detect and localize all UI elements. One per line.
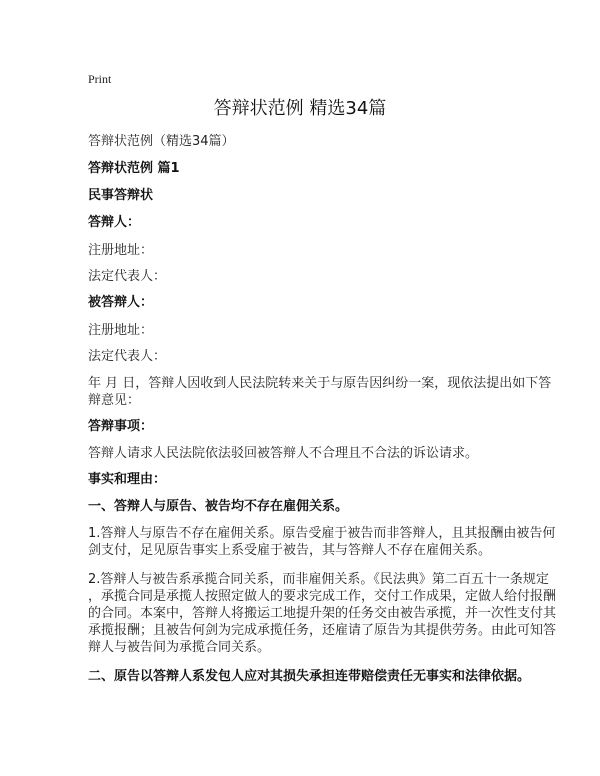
paragraph-line: 剑支付，足见原告事实上系受雇于被告，其与答辩人不存在雇佣关系。 [88, 543, 492, 558]
point1-paragraph1 [88, 525, 555, 559]
paragraph-line: ，承揽合同是承揽人按照定做人的要求完成工作，交付工作成果，定做人给付报酬 [88, 589, 557, 604]
document-title: 民事答辩状 [88, 188, 154, 203]
point1-paragraph2 [88, 571, 556, 656]
facts-heading: 事实和理由： [88, 472, 167, 487]
items-heading: 答辩事项： [88, 419, 154, 434]
claimant-label: 被答辩人： [88, 295, 154, 310]
paragraph-line: 的合同。本案中，答辩人将搬运工地提升架的任务交由被告承揽，并一次性支付其 [88, 606, 557, 621]
point1-heading: 一、答辩人与原告、被告均不存在雇佣关系。 [88, 499, 349, 514]
intro-paragraph [88, 375, 551, 409]
paragraph-line: 辩意见： [88, 393, 141, 408]
page-title: 答辩状范例 精选34篇 [213, 98, 387, 119]
items-text: 答辩人请求人民法院依法驳回被答辩人不合理且不合法的诉讼请求。 [88, 446, 479, 461]
claimant-address: 注册地址： [88, 323, 154, 338]
paragraph-line: 年 月 日，答辩人因收到人民法院转来关于与原告因纠纷一案，现依法提出如下答 [88, 376, 552, 391]
paragraph-line: 承揽报酬；且被告何剑为完成承揽任务，还雇请了原告为其提供劳务。由此可知答 [88, 623, 557, 638]
section-heading: 答辩状范例 篇1 [88, 161, 180, 176]
point2-heading: 二、原告以答辩人系发包人应对其损失承担连带赔偿责任无事实和法律依据。 [88, 669, 531, 684]
respondent-address: 注册地址： [88, 243, 154, 258]
print-label: Print [88, 72, 112, 86]
paragraph-line: 1.答辩人与原告不存在雇佣关系。原告受雇于被告而非答辩人，且其报酬由被告何 [88, 526, 556, 541]
claimant-representative: 法定代表人： [88, 349, 167, 364]
respondent-representative: 法定代表人： [88, 269, 167, 284]
respondent-label: 答辩人： [88, 215, 141, 230]
paragraph-line: 辩人与被告间为承揽合同关系。 [88, 640, 271, 655]
paragraph-line: 2.答辩人与被告系承揽合同关系，而非雇佣关系。《民法典》第二百五十一条规定 [88, 572, 549, 587]
subtitle: 答辩状范例（精选34篇） [88, 134, 235, 149]
